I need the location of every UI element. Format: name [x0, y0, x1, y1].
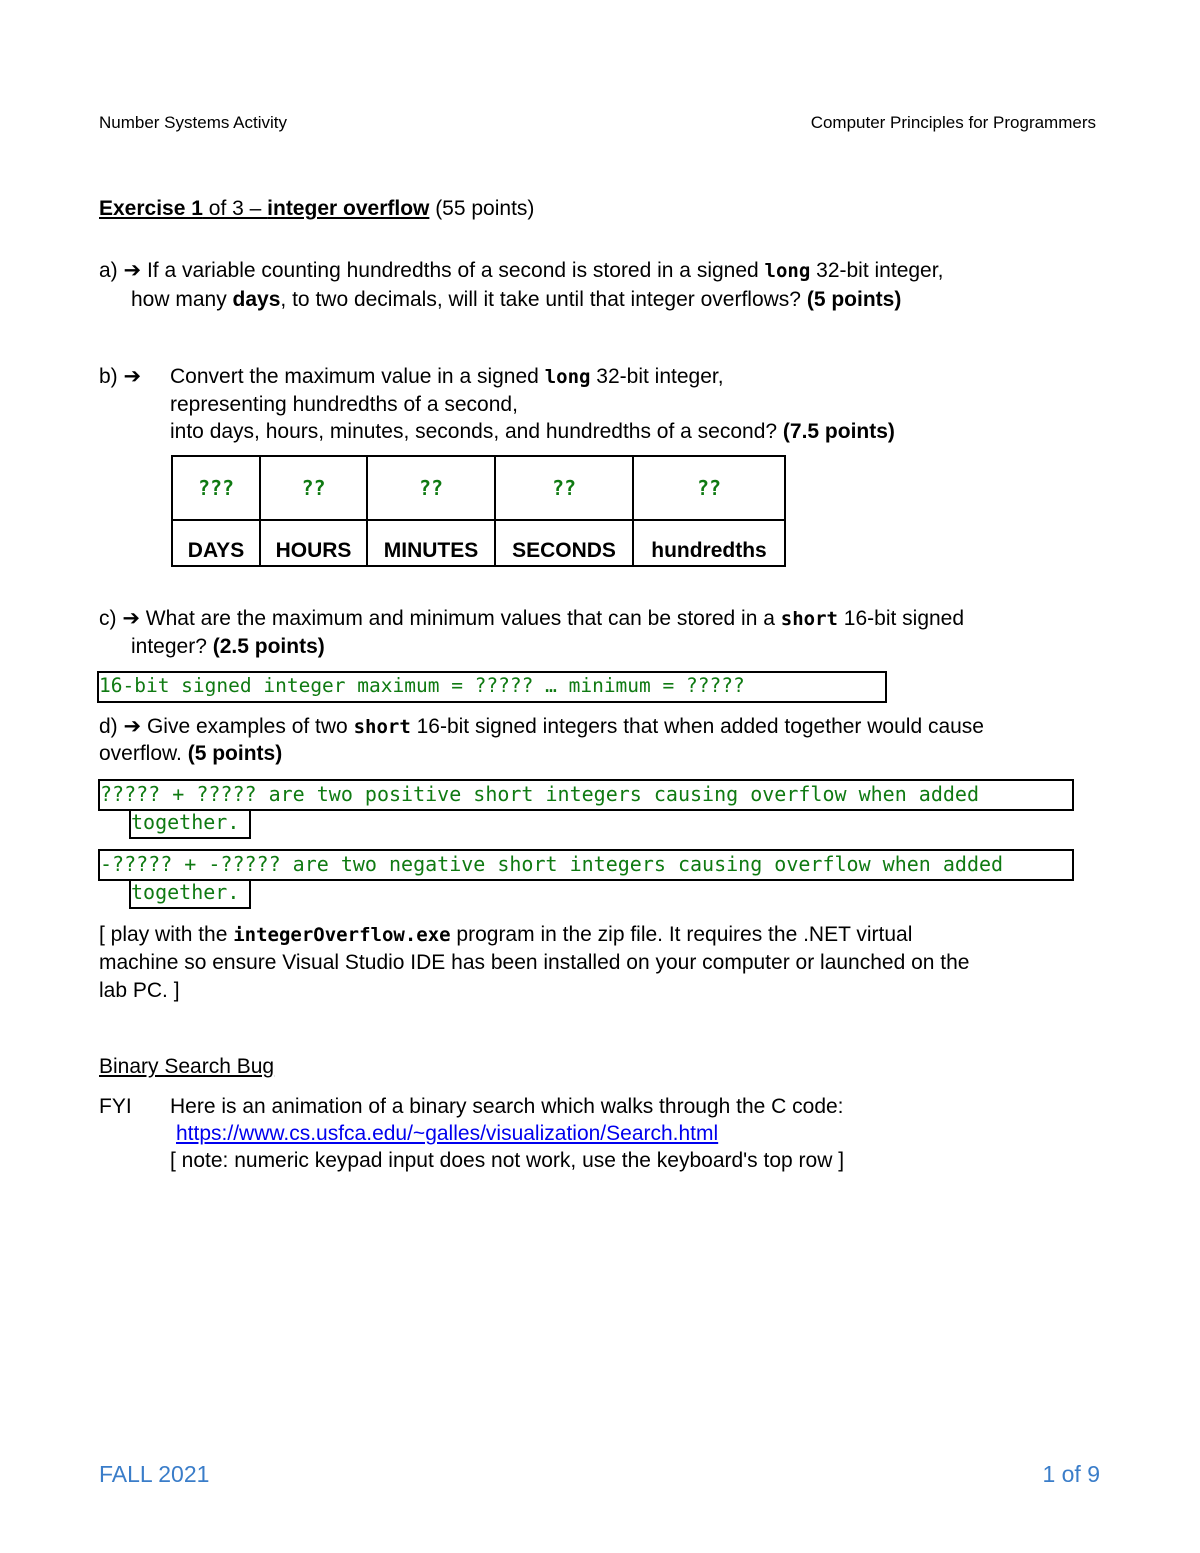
seconds-value: ?? [495, 456, 633, 520]
part-c-line2 [131, 633, 325, 661]
part-b-line3-pre: into days, hours, minutes, seconds, and hundredths of a second? [170, 420, 783, 443]
hundredths-header: hundredths [633, 520, 785, 566]
part-b-line1-text [170, 363, 724, 391]
part-a-line1 [99, 257, 943, 285]
arrow-icon: ➔ [123, 365, 142, 388]
exercise-points: (55 points) [429, 197, 535, 220]
part-d-line2-pre: overflow. [99, 742, 188, 765]
running-header-right: Computer Principles for Programmers [810, 113, 1096, 132]
part-a-line2-pre: how many [131, 288, 233, 311]
part-b-letter: b) [99, 365, 118, 388]
arrow-icon: ➔ [122, 607, 140, 630]
exercise-topic: integer overflow [267, 197, 430, 220]
part-d-answer1-line2[interactable]: together. [129, 809, 251, 839]
binary-search-link[interactable]: https://www.cs.usfca.edu/~galles/visualization/Search.html [176, 1122, 719, 1145]
seconds-header: SECONDS [495, 520, 633, 566]
days-value: ??? [172, 456, 260, 520]
part-a-line2-post: , to two decimals, will it take until that integer overflows? [280, 288, 807, 311]
part-b-line2: representing hundredths of a second, [170, 393, 518, 416]
part-d-line1-post: 16-bit signed integers that when added together would cause [410, 715, 984, 738]
time-breakdown-table [171, 455, 786, 567]
note-line3: lab PC. ] [99, 979, 180, 1002]
exercise-of: of 3 – [202, 197, 268, 220]
part-d-line1-pre: Give examples of two [141, 715, 354, 738]
binary-search-line1: Here is an animation of a binary search which walks through the C code: [170, 1095, 844, 1118]
part-d-answer1-line1[interactable]: ????? + ????? are two positive short integers causing overflow when added [98, 779, 1074, 811]
part-c-line1-pre: What are the maximum and minimum values that can be stored in a [139, 607, 781, 630]
arrow-icon: ➔ [123, 715, 142, 738]
part-d-line2 [99, 740, 282, 768]
minutes-value: ?? [367, 456, 495, 520]
part-b-line1-post: 32-bit integer, [590, 365, 724, 388]
part-a-points: (5 points) [806, 288, 902, 311]
part-c-line1-post: 16-bit signed [837, 607, 965, 630]
part-d-answer2-line1[interactable]: -????? + -????? are two negative short integers causing overflow when added [98, 849, 1074, 881]
code-long: long [544, 366, 591, 388]
part-d-letter: d) [99, 715, 118, 738]
hours-header: HOURS [260, 520, 367, 566]
part-d-line1 [99, 713, 984, 741]
part-b-points: (7.5 points) [782, 420, 895, 443]
code-short: short [353, 716, 411, 738]
fyi-label: FYI [99, 1095, 132, 1118]
footer-term: FALL 2021 [99, 1461, 210, 1487]
hours-value: ?? [260, 456, 367, 520]
note-line2: machine so ensure Visual Studio IDE has been installed on your computer or launched on the [99, 951, 970, 974]
code-long: long [764, 260, 811, 282]
part-c-letter: c) [99, 607, 117, 630]
minutes-header: MINUTES [367, 520, 495, 566]
running-header-left: Number Systems Activity [99, 113, 287, 132]
part-a-letter: a) [99, 259, 118, 282]
part-c-line2-pre: integer? [131, 635, 213, 658]
hundredths-value: ?? [633, 456, 785, 520]
exercise-title [99, 195, 534, 223]
note-line1-pre: [ play with the [99, 923, 234, 946]
binary-search-heading: Binary Search Bug [99, 1055, 275, 1078]
days-header: DAYS [172, 520, 260, 566]
part-d-points: (5 points) [187, 742, 283, 765]
part-b-line1-pre: Convert the maximum value in a signed [170, 365, 545, 388]
part-a-text: If a variable counting hundredths of a second is stored in a signed [141, 259, 765, 282]
part-d-answer2-line2[interactable]: together. [129, 879, 251, 909]
part-c-answer-box[interactable]: 16-bit signed integer maximum = ????? … minimum = ????? [97, 671, 887, 703]
part-c-points: (2.5 points) [212, 635, 325, 658]
arrow-icon: ➔ [123, 259, 142, 282]
part-a-days: days [232, 288, 281, 311]
part-a-text-post: 32-bit integer, [810, 259, 944, 282]
part-b-line1 [99, 363, 141, 391]
footer-page-number: 1 of 9 [1042, 1461, 1100, 1487]
note-line1 [99, 921, 912, 949]
part-b-line3 [170, 418, 895, 446]
note-line1-post: program in the zip file. It requires the .NET virtual [450, 923, 913, 946]
code-short: short [780, 608, 838, 630]
exercise-label: Exercise 1 [99, 197, 203, 220]
binary-search-note: [ note: numeric keypad input does not work, use the keyboard's top row ] [170, 1149, 845, 1172]
part-c-line1 [99, 605, 964, 633]
part-a-line2 [131, 286, 901, 314]
code-integeroverflow: integerOverflow.exe [233, 924, 451, 946]
